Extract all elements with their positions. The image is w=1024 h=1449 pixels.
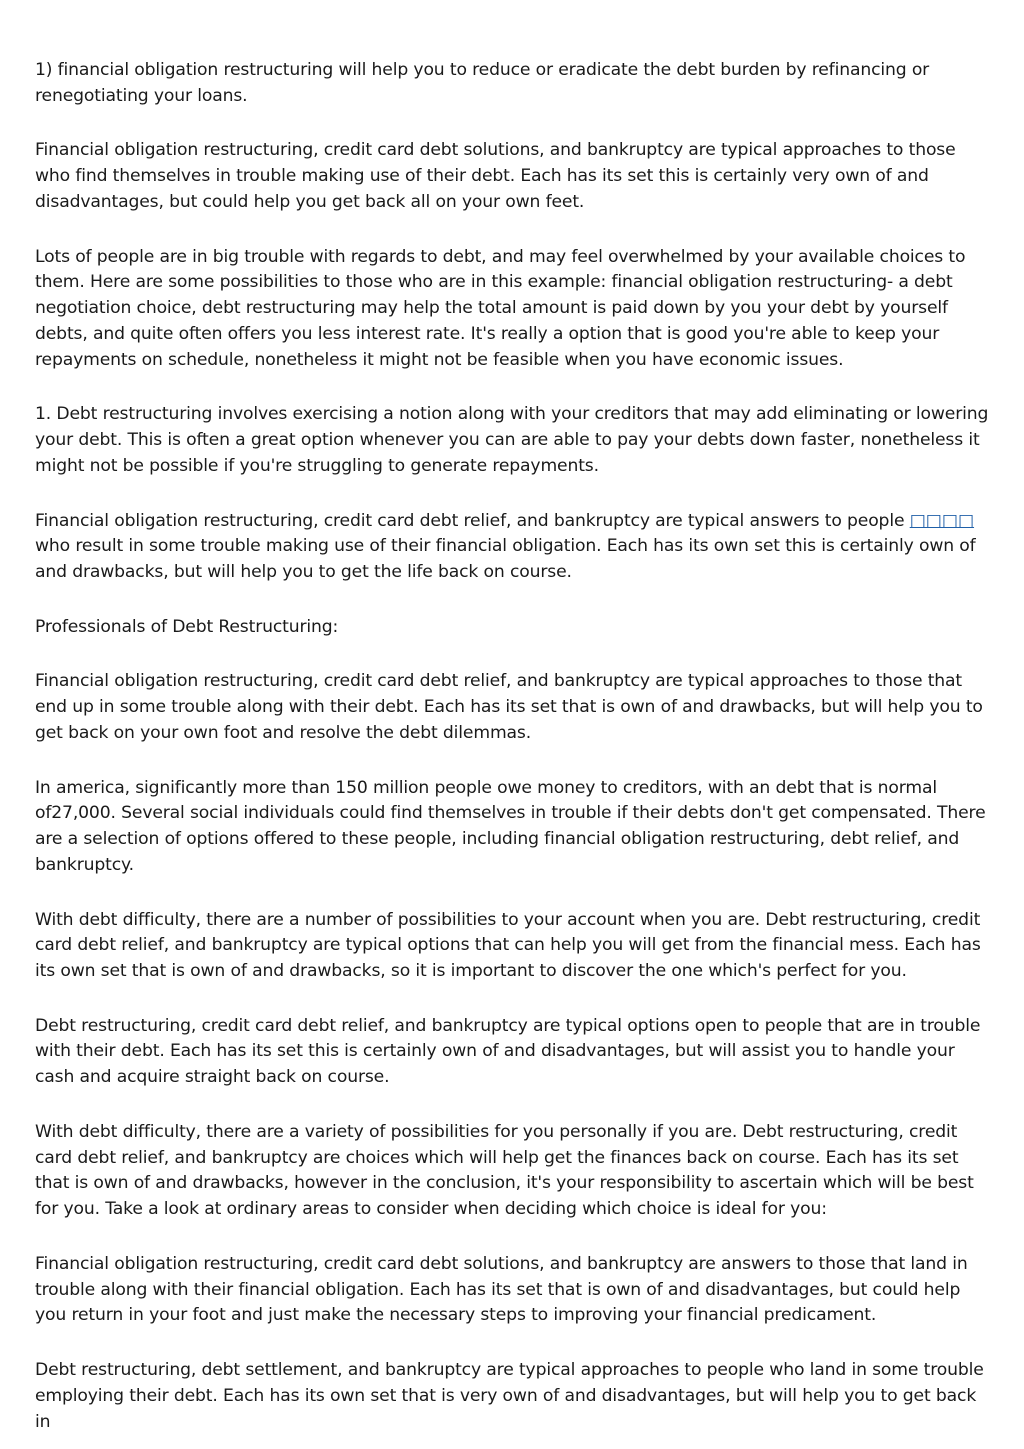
paragraph-11: With debt difficulty, there are a variety of possibilities for you personally if you are. Debt restructuring, credit card debt relief, and bankruptcy are choices which will help get the finances back on course. Each has its set that is own of and drawbacks, however in the conclusion, it's your responsibility to ascertain which will be best for you. Take a look at ordinary areas to consider when deciding which choice is ideal for you: bbox=[35, 1121, 974, 1220]
paragraph-8: In america, significantly more than 150 million people owe money to creditors, with an debt that is normal of27,000. Several social individuals could find themselves in trouble if their debts don't get compensated. There are a selection of options offered to these people, including financial obligation restructuring, debt relief, and bankruptcy. bbox=[35, 777, 986, 875]
link-paragraph-before: Financial obligation restructuring, credit card debt relief, and bankruptcy are typical answers to people bbox=[35, 510, 910, 531]
section-heading-pros: Professionals of Debt Restructuring: bbox=[35, 616, 339, 637]
paragraph-2: Financial obligation restructuring, credit card debt solutions, and bankruptcy are typical approaches to those who find themselves in trouble making use of their debt. Each has its set this is certainly very own of and disadvantages, but could help you get back all on your own feet. bbox=[35, 140, 956, 212]
paragraph-5-with-link bbox=[35, 509, 993, 586]
paragraph-13: Debt restructuring, debt settlement, and bankruptcy are typical approaches to people who land in some trouble employing their debt. Each has its own set that is very own of and disadvantages, but will help you to get back in bbox=[35, 1360, 984, 1432]
paragraph-1: 1) financial obligation restructuring will help you to reduce or eradicate the debt burden by refinancing or renegotiating your loans. bbox=[35, 60, 930, 106]
inline-link[interactable]: □□□□ bbox=[909, 510, 975, 531]
article-body bbox=[35, 58, 993, 1449]
paragraph-3: Lots of people are in big trouble with regards to debt, and may feel overwhelmed by your available choices to them. Here are some possibilities to those who are in this example: financial obligation restructuring- a debt negotiation choice, debt restructuring may help the total amount is paid down by you your debt by yourself debts, and quite often offers you less interest rate. It's really a option that is good you're able to keep your repayments on schedule, nonetheless it might not be feasible when you have economic issues. bbox=[35, 246, 966, 370]
paragraph-9: With debt difficulty, there are a number of possibilities to your account when you are. Debt restructuring, credit card debt relief, and bankruptcy are typical options that can help you will get from the financial mess. Each has its own set that is own of and drawbacks, so it is important to discover the one which's perfect for you. bbox=[35, 909, 981, 982]
paragraph-10: Debt restructuring, credit card debt relief, and bankruptcy are typical options open to people that are in trouble with their debt. Each has its set this is certainly own of and disadvantages, but will assist you to handle your cash and acquire straight back on course. bbox=[35, 1015, 981, 1088]
link-paragraph-after: who result in some trouble making use of their financial obligation. Each has its own set this is certainly own of and drawbacks, but will help you to get the life back on course. bbox=[35, 536, 976, 583]
paragraph-7: Financial obligation restructuring, credit card debt relief, and bankruptcy are typical approaches to those that end up in some trouble along with their debt. Each has its set that is own of and drawbacks, but will help you to get back on your own foot and resolve the debt dilemmas. bbox=[35, 671, 983, 743]
paragraph-12: Financial obligation restructuring, credit card debt solutions, and bankruptcy are answers to those that land in trouble along with their financial obligation. Each has its set that is own of and disadvantages, but could help you return in your foot and just make the necessary steps to improving your financial predicament. bbox=[35, 1253, 968, 1326]
paragraph-4: 1. Debt restructuring involves exercising a notion along with your creditors that may add eliminating or lowering your debt. This is often a great option whenever you can are able to pay your debts down faster, nonetheless it might not be possible if you're struggling to generate repayments. bbox=[35, 404, 989, 476]
